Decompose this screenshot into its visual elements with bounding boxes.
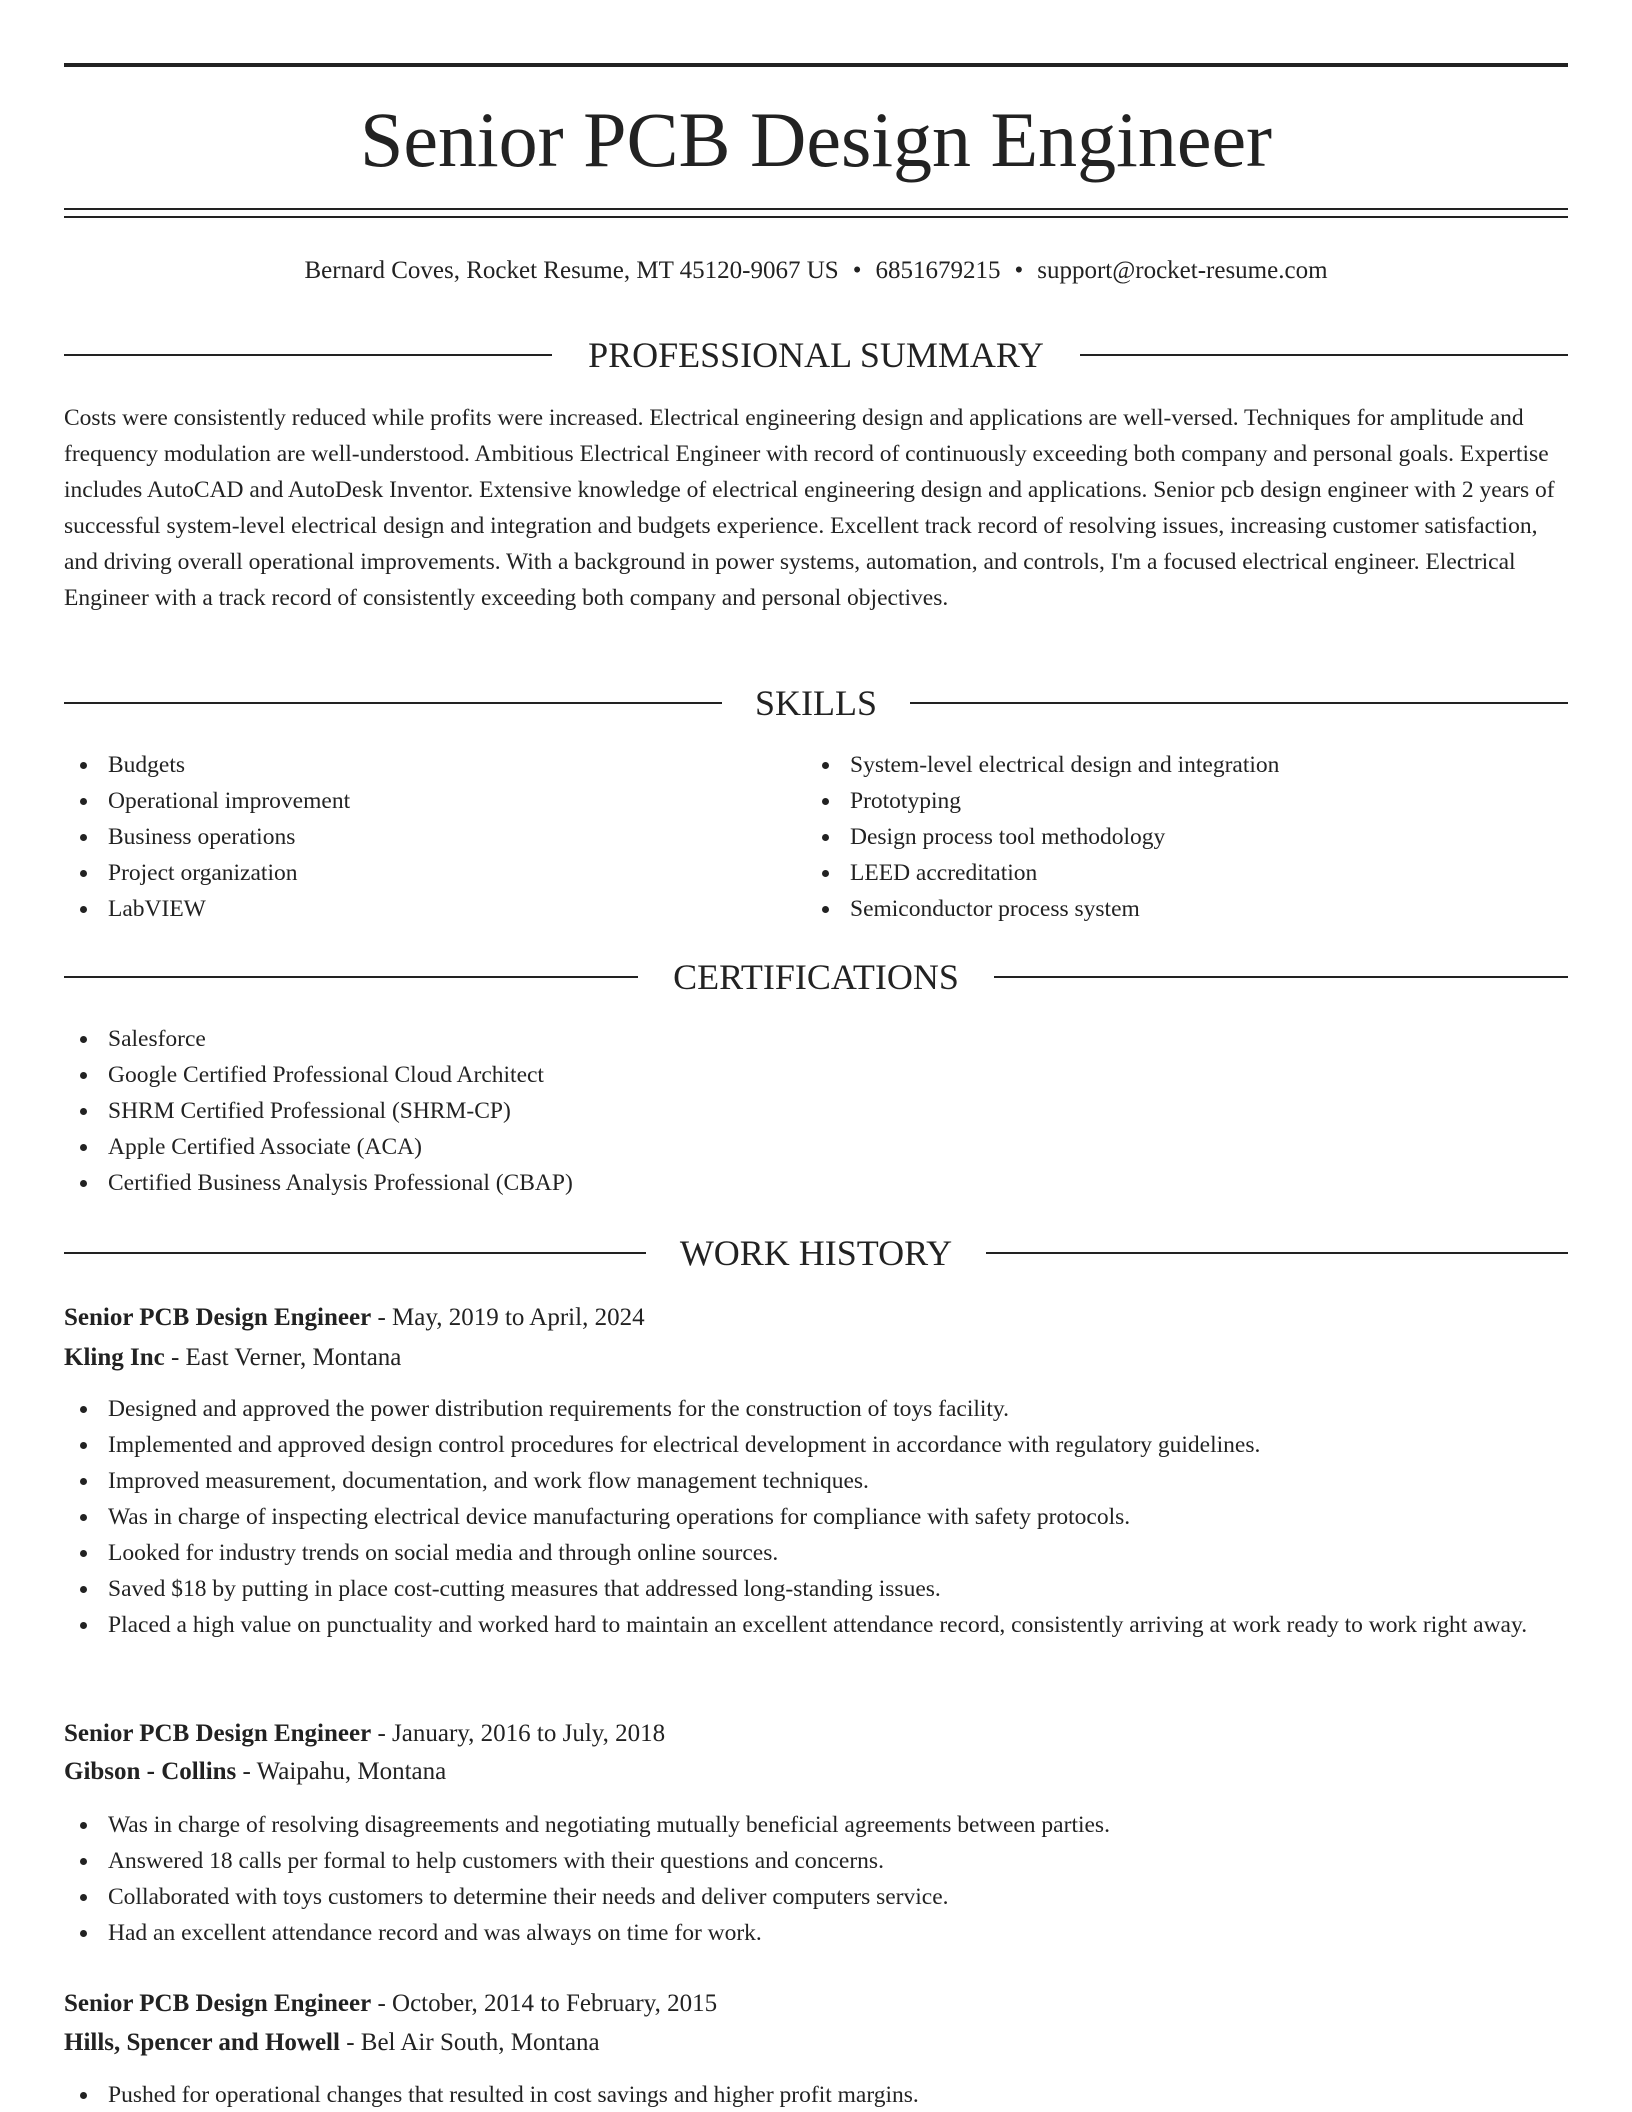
skills-heading-label: SKILLS xyxy=(754,683,877,723)
skill-item: System-level electrical design and integration xyxy=(806,747,1568,783)
job-bullet: Pushed for operational changes that resulted in cost savings and higher profit margins. xyxy=(64,2077,1568,2112)
skills-heading xyxy=(64,683,1568,723)
certifications-list xyxy=(64,1021,1568,1201)
job-bullet: Improved measurement, documentation, and work flow management techniques. xyxy=(64,1463,1568,1499)
job-bullet: Had an excellent attendance record and was always on time for work. xyxy=(64,1915,1568,1951)
skill-item: LEED accreditation xyxy=(806,855,1568,891)
job-title: Senior PCB Design Engineer xyxy=(64,1304,372,1331)
job-company-line xyxy=(64,2023,1568,2063)
skill-item: Business operations xyxy=(64,819,806,855)
heading-rule-right xyxy=(994,976,1568,978)
certification-item: Apple Certified Associate (ACA) xyxy=(64,1129,1568,1165)
summary-text: Costs were consistently reduced while profits were increased. Electrical engineering design and applications are well-versed. Techniques for amplitude and frequency modulation are well-understood. Ambitious Electrical Engineer with record of continuously exceeding both company and personal goals. Expertise includes AutoCAD and AutoDesk Inventor. Extensive knowledge of electrical engineering design and applications. Senior pcb design engineer with 2 years of successful system-level electrical design and integration and budgets experience. Excellent track record of resolving issues, increasing customer satisfaction, and driving overall operational improvements. With a background in power systems, automation, and controls, I'm a focused electrical engineer. Electrical Engineer with a track record of consistently exceeding both company and personal objectives. xyxy=(64,405,1555,611)
page-title: Senior PCB Design Engineer xyxy=(359,96,1273,183)
certification-item: SHRM Certified Professional (SHRM-CP) xyxy=(64,1093,1568,1129)
header-top-rule xyxy=(64,63,1568,67)
skill-item: Design process tool methodology xyxy=(806,819,1568,855)
contact-phone: 6851679215 xyxy=(875,257,1001,284)
contact-line xyxy=(64,254,1568,288)
job-bullet: Designed and approved the power distribution requirements for the construction of toys facility. xyxy=(64,1391,1568,1427)
job-title-line xyxy=(64,1298,1568,1338)
job-dates: - October, 2014 to February, 2015 xyxy=(371,1990,718,2017)
job-location: - East Verner, Montana xyxy=(164,1344,402,1371)
certification-item: Certified Business Analysis Professional (CBAP) xyxy=(64,1165,1568,1201)
job-company: Kling Inc xyxy=(64,1344,165,1371)
job-title: Senior PCB Design Engineer xyxy=(64,1720,372,1747)
job-bullet: Placed a high value on punctuality and worked hard to maintain an excellent attendance record, consistently arriving at work ready to work right away. xyxy=(64,1607,1568,1643)
work-history-heading-label: WORK HISTORY xyxy=(679,1233,953,1273)
heading-rule-right xyxy=(986,1252,1568,1254)
job-bullet: Implemented and approved design control procedures for electrical development in accordance with regulatory guidelines. xyxy=(64,1427,1568,1463)
header-rule-2 xyxy=(64,216,1568,218)
job-bullet: Answered 18 calls per formal to help customers with their questions and concerns. xyxy=(64,1843,1568,1879)
work-history-heading xyxy=(64,1233,1568,1273)
job-bullets xyxy=(64,1391,1568,1643)
job-location: - Waipahu, Montana xyxy=(236,1758,447,1785)
heading-rule-right xyxy=(1080,354,1568,356)
job-dates: - January, 2016 to July, 2018 xyxy=(371,1720,666,1747)
certifications-heading-label: CERTIFICATIONS xyxy=(673,957,959,997)
job-dates: - May, 2019 to April, 2024 xyxy=(371,1304,645,1331)
skill-item: LabVIEW xyxy=(64,891,806,927)
summary-heading-label: PROFESSIONAL SUMMARY xyxy=(588,335,1044,375)
certification-item: Salesforce xyxy=(64,1021,1568,1057)
skills-list-left xyxy=(64,747,806,927)
resume-page xyxy=(64,0,1568,2112)
job-company-line xyxy=(64,1338,1568,1378)
job-bullet: Was in charge of inspecting electrical device manufacturing operations for compliance with safety protocols. xyxy=(64,1499,1568,1535)
contact-separator: • xyxy=(1014,257,1024,284)
job-bullet: Collaborated with toys customers to determine their needs and deliver computers service. xyxy=(64,1879,1568,1915)
certification-item: Google Certified Professional Cloud Architect xyxy=(64,1057,1568,1093)
contact-address: Bernard Coves, Rocket Resume, MT 45120-9067 US xyxy=(304,257,839,284)
job-company: Gibson - Collins xyxy=(64,1758,237,1785)
summary-heading xyxy=(64,335,1568,375)
skill-item: Operational improvement xyxy=(64,783,806,819)
job-bullet: Saved $18 by putting in place cost-cutting measures that addressed long-standing issues. xyxy=(64,1571,1568,1607)
contact-separator: • xyxy=(852,257,862,284)
job-title-line xyxy=(64,1984,1568,2024)
heading-rule-right xyxy=(910,702,1568,704)
job-title-line xyxy=(64,1714,1568,1754)
header-rule-1 xyxy=(64,208,1568,210)
job-bullet: Was in charge of resolving disagreements and negotiating mutually beneficial agreements between parties. xyxy=(64,1807,1568,1843)
job-company: Hills, Spencer and Howell xyxy=(64,2029,340,2056)
job-company-line xyxy=(64,1752,1568,1792)
skill-item: Semiconductor process system xyxy=(806,891,1568,927)
skills-list-right xyxy=(806,747,1568,927)
job-bullets xyxy=(64,1807,1568,1951)
skill-item: Project organization xyxy=(64,855,806,891)
job-title: Senior PCB Design Engineer xyxy=(64,1990,372,2017)
skill-item: Prototyping xyxy=(806,783,1568,819)
job-location: - Bel Air South, Montana xyxy=(339,2029,600,2056)
certifications-heading xyxy=(64,957,1568,997)
job-bullets xyxy=(64,2077,1568,2112)
job-bullet: Looked for industry trends on social media and through online sources. xyxy=(64,1535,1568,1571)
contact-email[interactable]: support@rocket-resume.com xyxy=(1037,257,1328,284)
skill-item: Budgets xyxy=(64,747,806,783)
